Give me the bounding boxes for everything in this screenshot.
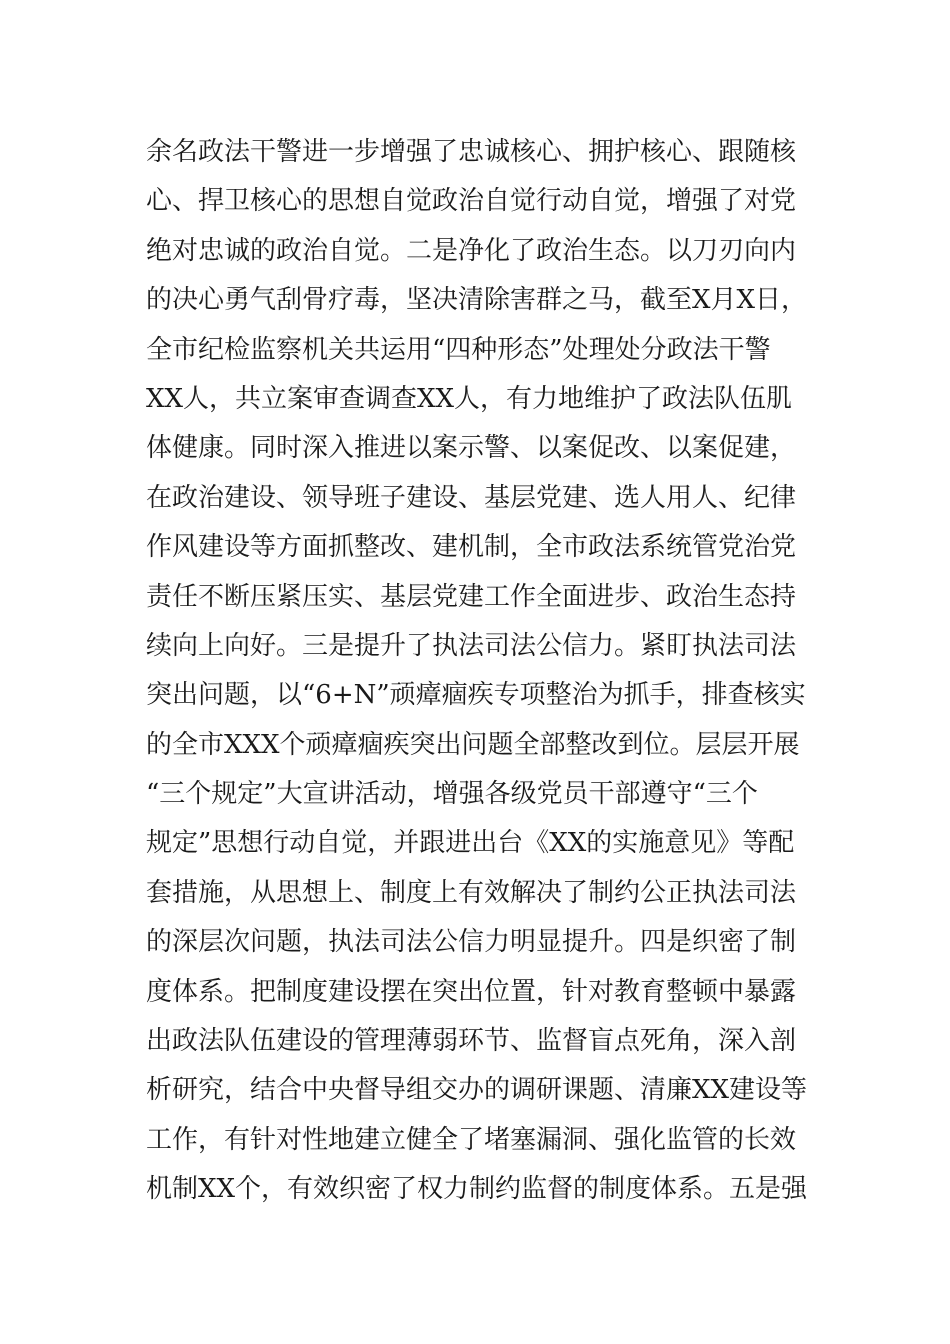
text-line: 作风建设等方面抓整改、建机制，全市政法系统管党治党 bbox=[146, 532, 797, 563]
text-line: 全市纪检监察机关共运用“四种形态”处理处分政法干警 bbox=[146, 334, 771, 365]
text-line: XX人，共立案审查调查XX人，有力地维护了政法队伍肌 bbox=[146, 383, 793, 414]
text-line: 的全市XXX个顽瘴痼疾突出问题全部整改到位。层层开展 bbox=[146, 729, 800, 760]
body-text bbox=[146, 128, 846, 1215]
text-line: 续向上向好。三是提升了执法司法公信力。紧盯执法司法 bbox=[146, 630, 797, 661]
text-line: 套措施，从思想上、制度上有效解决了制约公正执法司法 bbox=[146, 877, 797, 908]
text-line: 规定”思想行动自觉，并跟进出台《XX的实施意见》等配 bbox=[146, 828, 795, 859]
text-line: 的深层次问题，执法司法公信力明显提升。四是织密了制 bbox=[146, 927, 797, 958]
text-line: “三个规定”大宣讲活动，增强各级党员干部遵守“三个 bbox=[146, 779, 758, 810]
text-line: 突出问题，以“6+N”顽瘴痼疾专项整治为抓手，排查核实 bbox=[146, 680, 806, 711]
text-line: 析研究，结合中央督导组交办的调研课题、清廉XX建设等 bbox=[146, 1075, 808, 1106]
text-line: 工作，有针对性地建立健全了堵塞漏洞、强化监管的长效 bbox=[146, 1124, 797, 1155]
text-line: 心、捍卫核心的思想自觉政治自觉行动自觉，增强了对党 bbox=[146, 186, 797, 217]
text-line: 责任不断压紧压实、基层党建工作全面进步、政治生态持 bbox=[146, 581, 797, 612]
text-line: 绝对忠诚的政治自觉。二是净化了政治生态。以刀刃向内 bbox=[146, 235, 797, 266]
text-line: 机制XX个，有效织密了权力制约监督的制度体系。五是强 bbox=[146, 1174, 808, 1205]
text-line: 体健康。同时深入推进以案示警、以案促改、以案促建， bbox=[146, 433, 797, 464]
text-line: 的决心勇气刮骨疗毒，坚决清除害群之马，截至X月X日， bbox=[146, 285, 808, 316]
text-line: 余名政法干警进一步增强了忠诚核心、拥护核心、跟随核 bbox=[146, 137, 797, 167]
text-line: 出政法队伍建设的管理薄弱环节、监督盲点死角，深入剖 bbox=[146, 1026, 797, 1057]
text-line: 在政治建设、领导班子建设、基层党建、选人用人、纪律 bbox=[146, 482, 797, 513]
text-line: 度体系。把制度建设摆在突出位置，针对教育整顿中暴露 bbox=[146, 976, 797, 1007]
